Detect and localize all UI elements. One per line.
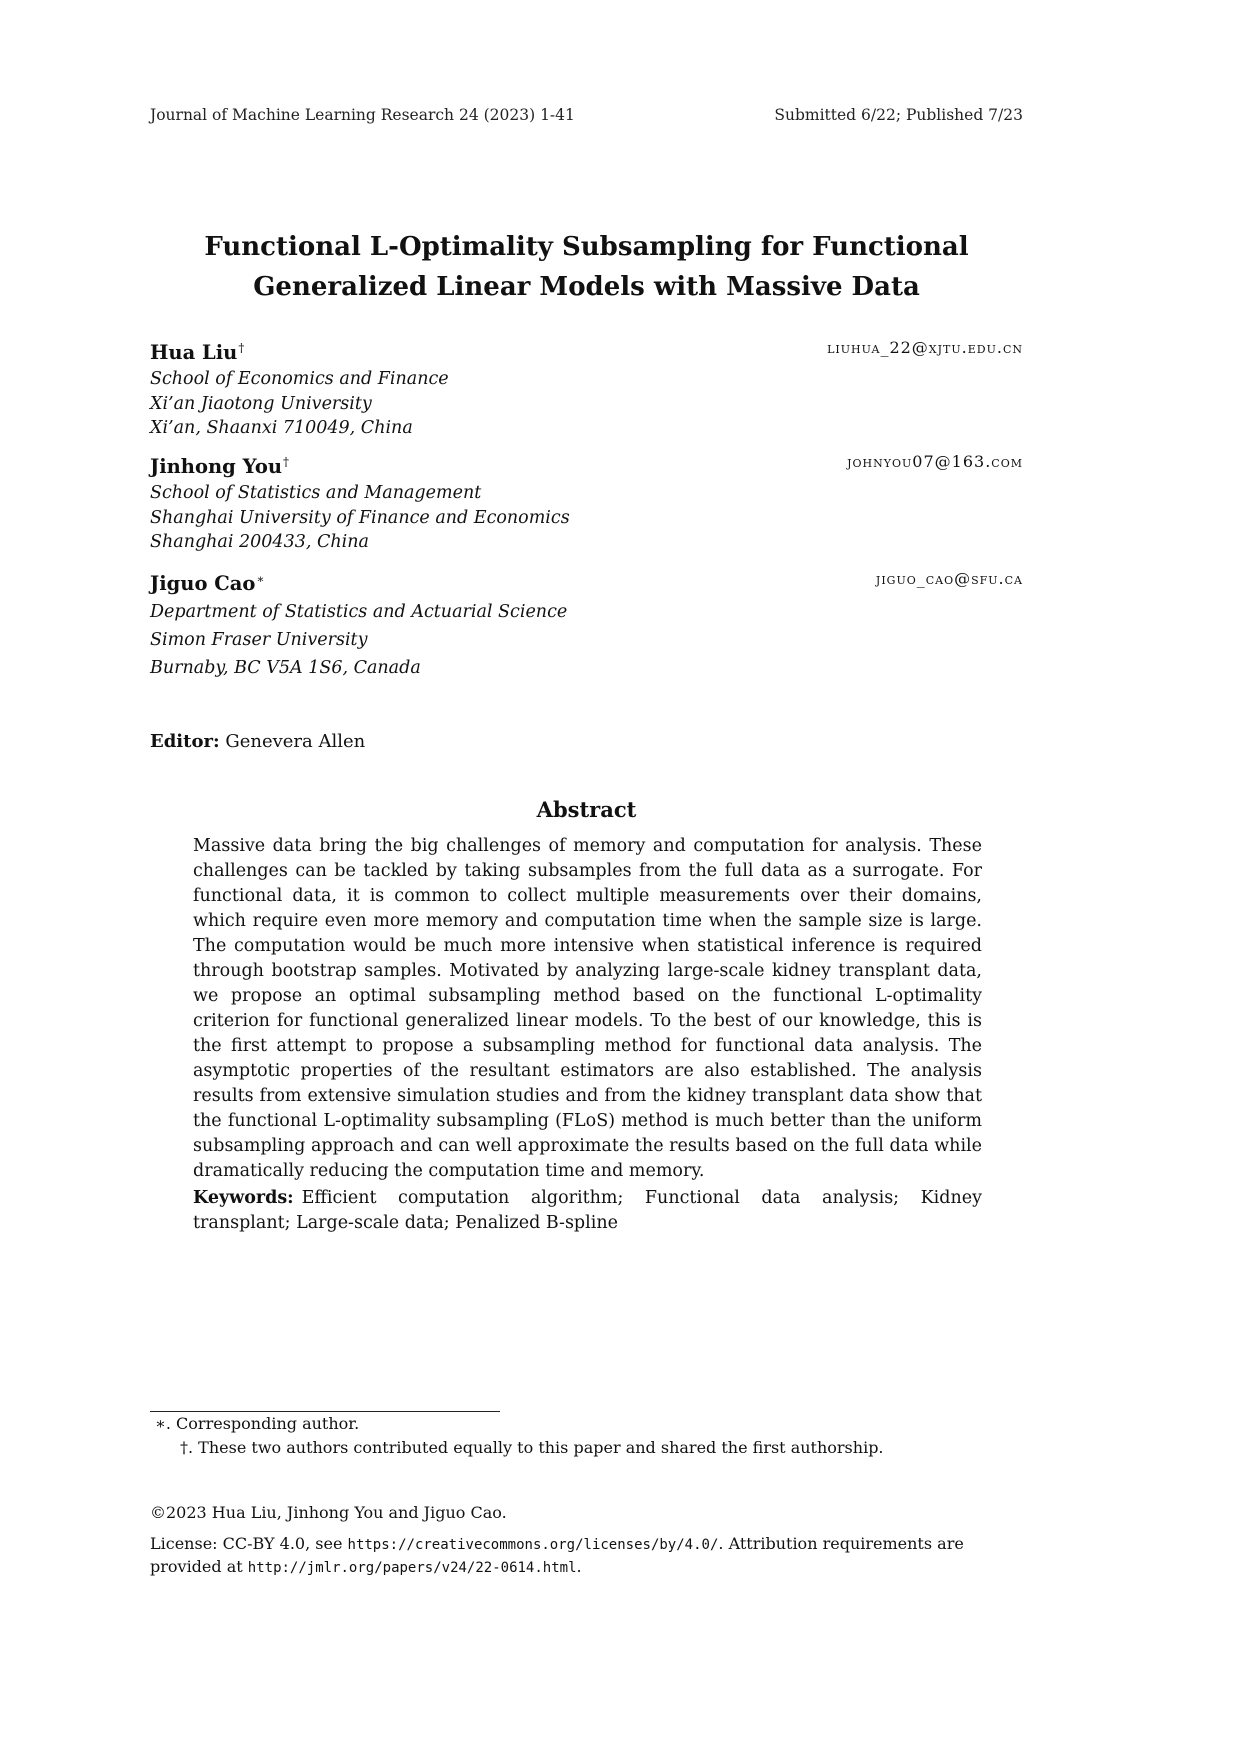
- submission-dates: Submitted 6/22; Published 7/23: [774, 106, 1023, 124]
- editor-label: Editor:: [150, 731, 220, 752]
- footnote-corresponding: ∗. Corresponding author.: [155, 1414, 360, 1433]
- abstract-text: Massive data bring the big challenges of memory and computation for analysis. These challenges can be tackled by taking subsamples from the full data as a surrogate. For functional data, it is common to collect multiple measurements over their domains, which require even more memory and computation time when the sample size is large. The computation would be much more intensive when statistical inference is required through bootstrap samples. Motivated by analyzing large-scale kidney transplant data, we propose an optimal subsampling method based on the functional L-optimality criterion for functional generalized linear models. To the best of our knowledge, this is the first attempt to propose a subsampling method for functional data analysis. The asymptotic properties of the resultant estimators are also established. The analysis results from extensive simulation studies and from the kidney transplant data show that the functional L-optimality subsampling (FLoS) method is much better than the uniform subsampling approach and can well approximate the results based on the full data while dramatically reducing the computation time and memory.: [193, 836, 982, 1181]
- footnote-mark: ∗: [256, 572, 265, 586]
- footnote-equal-contribution: †. These two authors contributed equally to this paper and shared the first authorship.: [180, 1438, 884, 1457]
- author-block-3: [150, 565, 1023, 682]
- author-name: Hua Liu†: [150, 341, 245, 364]
- license-suffix: .: [576, 1557, 582, 1576]
- paper-title: [150, 227, 1023, 307]
- license-text: [150, 1533, 1023, 1579]
- author-affiliation-line: Shanghai 200433, China: [150, 532, 369, 552]
- keywords: [193, 1186, 982, 1236]
- author-block-1: [150, 334, 1023, 441]
- license-prefix: License: CC-BY 4.0, see: [150, 1534, 343, 1553]
- abstract-heading: Abstract: [536, 797, 637, 822]
- author-affiliation-line: Simon Fraser University: [150, 630, 368, 650]
- author-name: Jiguo Cao∗: [150, 572, 265, 595]
- footnote-mark: †: [238, 341, 245, 355]
- title-line-1: Functional L-Optimality Subsampling for Functional: [204, 232, 969, 262]
- author-affiliation-line: Xi’an Jiaotong University: [150, 393, 372, 414]
- author-affiliation-line: School of Statistics and Management: [150, 483, 482, 503]
- journal-citation: Journal of Machine Learning Research 24 (2023) 1-41: [150, 106, 575, 124]
- editor-name: Genevera Allen: [225, 731, 366, 752]
- footnote-mark: †: [283, 455, 290, 469]
- keywords-label: Keywords:: [193, 1188, 294, 1208]
- author-email[interactable]: johnyou07@163.com: [847, 452, 1023, 471]
- author-block-2: [150, 448, 1023, 555]
- title-line-2: Generalized Linear Models with Massive Data: [253, 272, 920, 302]
- author-email[interactable]: jiguo_cao@sfu.ca: [875, 569, 1023, 588]
- editor-line: [150, 731, 365, 752]
- author-affiliation-line: Burnaby, BC V5A 1S6, Canada: [150, 658, 421, 678]
- paper-url-link[interactable]: http://jmlr.org/papers/v24/22-0614.html: [247, 1560, 577, 1576]
- footnote-divider: [150, 1411, 500, 1412]
- author-affiliation-line: School of Economics and Finance: [150, 369, 449, 389]
- license-middle: . Attribution requirements are provided at: [150, 1534, 964, 1576]
- author-name: Jinhong You†: [150, 455, 290, 478]
- author-affiliation-line: Shanghai University of Finance and Economics: [150, 507, 570, 528]
- license-url-link[interactable]: https://creativecommons.org/licenses/by/4.0/: [347, 1537, 719, 1553]
- author-affiliation-line: Department of Statistics and Actuarial Science: [150, 602, 568, 622]
- author-affiliation-line: Xi’an, Shaanxi 710049, China: [150, 418, 413, 438]
- copyright-line: ©2023 Hua Liu, Jinhong You and Jiguo Cao.: [150, 1503, 507, 1522]
- running-header: [150, 106, 1023, 130]
- keywords-text: Efficient computation algorithm; Functional data analysis; Kidney transplant; Large-scale data; Penalized B-spline: [193, 1188, 982, 1233]
- author-email[interactable]: liuhua_22@xjtu.edu.cn: [827, 338, 1023, 357]
